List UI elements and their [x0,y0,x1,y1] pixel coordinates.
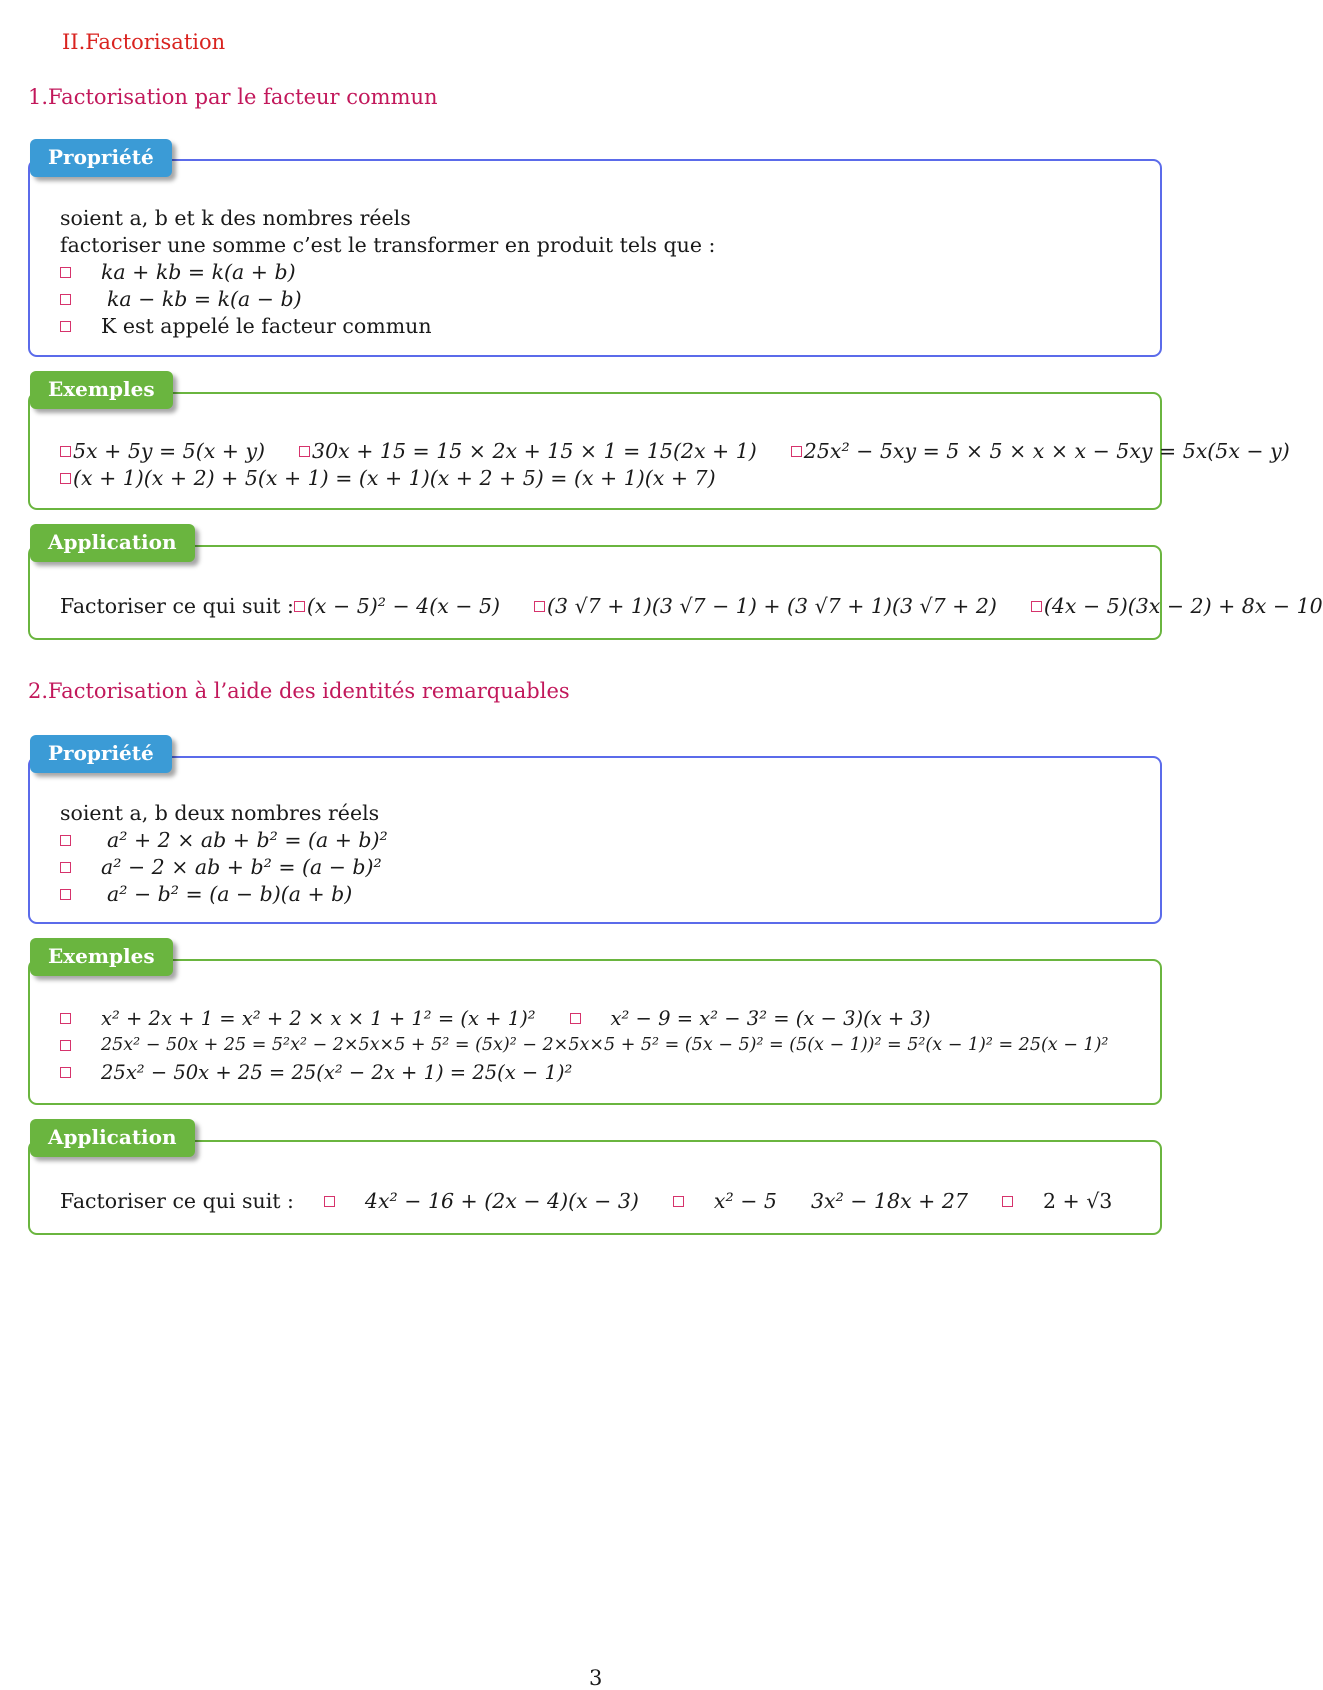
property-box-2 [28,756,1162,924]
checkbox-icon [60,1013,71,1024]
checkbox-icon [294,601,305,612]
checkbox-icon [60,1040,71,1051]
list-item: a² + 2 × ab + b² = (a + b)² [60,827,388,854]
example-row: (x + 1)(x + 2) + 5(x + 1) = (x + 1)(x + 2 + 5) = (x + 1)(x + 7) [60,465,1290,492]
list-item: K est appelé le facteur commun [60,313,715,340]
examples-box-1 [28,392,1290,510]
example-row: 25x² − 50x + 25 = 5²x² − 2×5x×5 + 5² = (5x)² − 2×5x×5 + 5² = (5x − 5)² = (5(x − 1))² = 5²(x − 1)² = 25(x − 1)² [60,1032,1108,1059]
example-row: 5x + 5y = 5(x + y) 30x + 15 = 15 × 2x + 15 × 1 = 15(2x + 1) 25x² − 5xy = 5 × 5 × x × x − 5xy = 5x(5x − y) [60,438,1290,465]
examples-tag-1: Exemples [30,371,173,409]
application-row: Factoriser ce qui suit : 4x² − 16 + (2x − 4)(x − 3) x² − 5 3x² − 18x + 27 2 + √3 [60,1189,1113,1213]
page-number: 3 [589,1666,603,1690]
checkbox-icon [60,294,71,305]
checkbox-icon [60,446,71,457]
application-row: Factoriser ce qui suit : (x − 5)² − 4(x − 5) (3 √7 + 1)(3 √7 − 1) + (3 √7 + 1)(3 √7 + 2) (4x − 5)(3x − 2) + 8x − 10 [60,594,1323,618]
checkbox-icon [791,446,802,457]
property-tag-2: Propriété [30,735,172,773]
property-intro: soient a, b et k des nombres réels [60,206,411,230]
checkbox-icon [673,1196,684,1207]
checkbox-icon [60,267,71,278]
checkbox-icon [570,1013,581,1024]
list-item: ka − kb = k(a − b) [60,286,715,313]
property-box-1 [28,159,1162,357]
section-title-2: 2.Factorisation à l’aide des identités remarquables [28,679,570,703]
checkbox-icon [60,835,71,846]
application-box-2 [28,1140,1162,1235]
checkbox-icon [1031,601,1042,612]
examples-tag-2: Exemples [30,938,173,976]
property-intro: soient a, b deux nombres réels [60,801,380,825]
section-title-1: 1.Factorisation par le facteur commun [28,85,438,109]
list-item: ka + kb = k(a + b) [60,259,715,286]
checkbox-icon [534,601,545,612]
property-intro: factoriser une somme c’est le transformer en produit tels que : [60,233,716,257]
checkbox-icon [60,1067,71,1078]
checkbox-icon [60,321,71,332]
property-tag-1: Propriété [30,139,172,177]
checkbox-icon [324,1196,335,1207]
list-item: a² − 2 × ab + b² = (a − b)² [60,854,388,881]
checkbox-icon [1002,1196,1013,1207]
example-row: x² + 2x + 1 = x² + 2 × x × 1 + 1² = (x + 1)² x² − 9 = x² − 3² = (x − 3)(x + 3) [60,1005,1108,1032]
application-box-1 [28,545,1323,640]
checkbox-icon [299,446,310,457]
application-tag-2: Application [30,1119,195,1157]
checkbox-icon [60,473,71,484]
part-title: II.Factorisation [62,30,226,54]
checkbox-icon [60,889,71,900]
examples-box-2 [28,959,1162,1105]
list-item: a² − b² = (a − b)(a + b) [60,881,388,908]
application-tag-1: Application [30,524,195,562]
example-row: 25x² − 50x + 25 = 25(x² − 2x + 1) = 25(x − 1)² [60,1059,1108,1086]
checkbox-icon [60,862,71,873]
